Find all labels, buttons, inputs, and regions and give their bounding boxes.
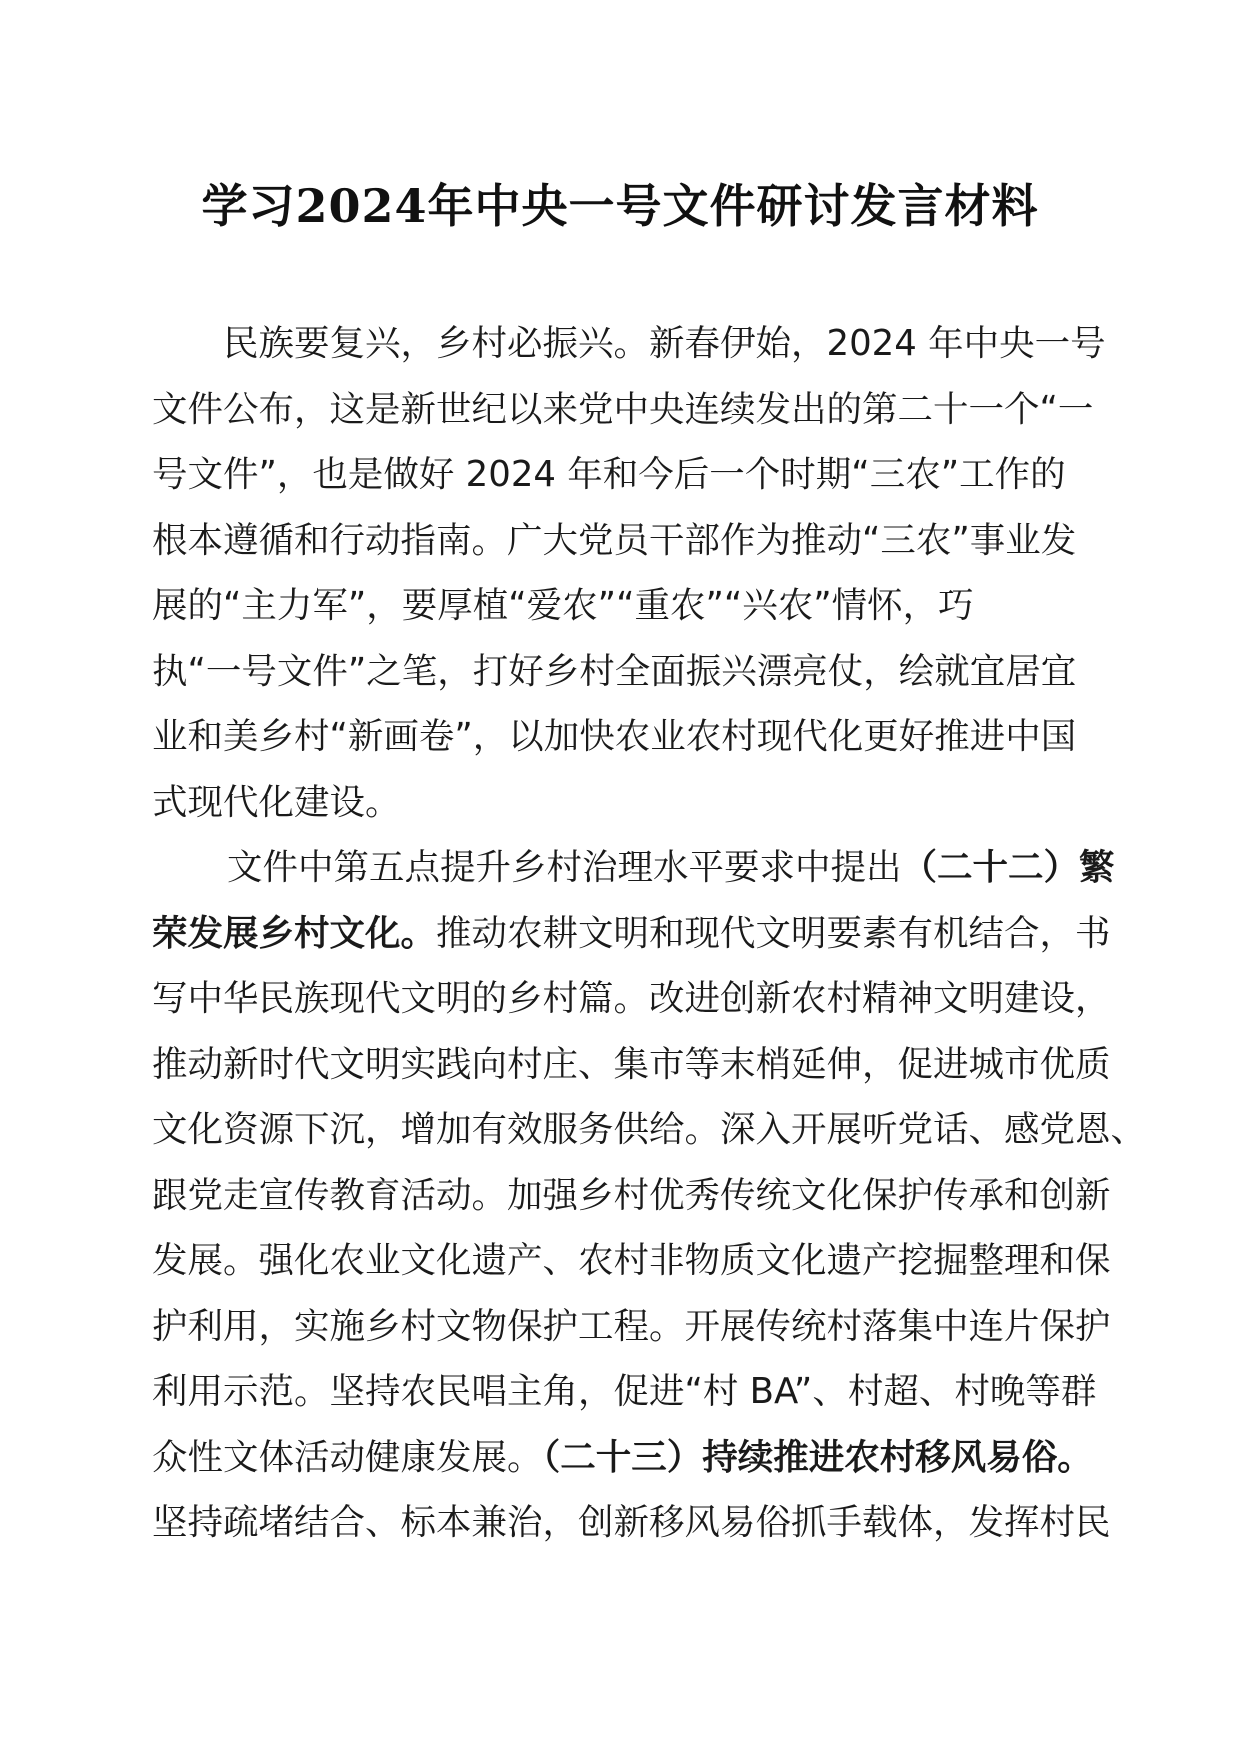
paragraph-line [152, 835, 1115, 901]
paragraph-line: 跟党走宣传教育活动。加强乡村优秀传统文化保护传承和创新 [152, 1174, 1111, 1216]
paragraph-intro [152, 311, 1106, 835]
paragraph-line: 民族要复兴，乡村必振兴。新春伊始，2024 年中央一号 [223, 323, 1106, 364]
paragraph-line: 文件公布，这是新世纪以来党中央连续发出的第二十一个“一 [152, 388, 1094, 430]
line-text: 众性文体活动健康发展。 [152, 1436, 543, 1478]
paragraph-line: 展的“主力军”，要厚植“爱农”“重农”“兴农”情怀，巧 [152, 585, 974, 626]
paragraph-line: 业和美乡村“新画卷”，以加快农业农村现代化更好推进中国 [152, 716, 1077, 757]
paragraph-line: 护利用，实施乡村文物保护工程。开展传统村落集中连片保护 [152, 1305, 1111, 1347]
paragraph-line: 写中华民族现代文明的乡村篇。改进创新农村精神文明建设， [152, 978, 1111, 1019]
section-heading-22-cont: 荣发展乡村文化。 [152, 912, 437, 954]
paragraph-line: 式现代化建设。 [152, 781, 401, 823]
paragraph-culture [152, 835, 1147, 1556]
paragraph-line: 号文件”，也是做好 2024 年和今后一个时期“三农”工作的 [152, 454, 1066, 495]
paragraph-line: 推动新时代文明实践向村庄、集市等末梢延伸，促进城市优质 [152, 1043, 1111, 1085]
paragraph-line [152, 901, 1111, 967]
document-title: 学习2024年中央一号文件研讨发言材料 [201, 179, 1039, 233]
section-heading-23: （二十三）持续推进农村移风易俗。 [542, 1436, 1093, 1478]
line-text: 推动农耕文明和现代文明要素有机结合，书 [436, 912, 1111, 954]
section-heading-22: （二十二）繁 [901, 847, 1115, 888]
paragraph-line: 利用示范。坚持农民唱主角，促进“村 BA”、村超、村晚等群 [152, 1371, 1097, 1412]
line-text: 文件中第五点提升乡村治理水平要求中提出 [227, 847, 902, 888]
paragraph-line: 执“一号文件”之笔，打好乡村全面振兴漂亮仗，绘就宜居宜 [152, 650, 1077, 692]
paragraph-line: 坚持疏堵结合、标本兼治，创新移风易俗抓手载体，发挥村民 [152, 1502, 1111, 1543]
paragraph-line: 文化资源下沉，增加有效服务供给。深入开展听党话、感党恩、 [152, 1109, 1147, 1150]
paragraph-line: 发展。强化农业文化遗产、农村非物质文化遗产挖掘整理和保 [152, 1240, 1111, 1281]
paragraph-line [152, 1425, 1093, 1491]
paragraph-line: 根本遵循和行动指南。广大党员干部作为推动“三农”事业发 [152, 519, 1077, 561]
